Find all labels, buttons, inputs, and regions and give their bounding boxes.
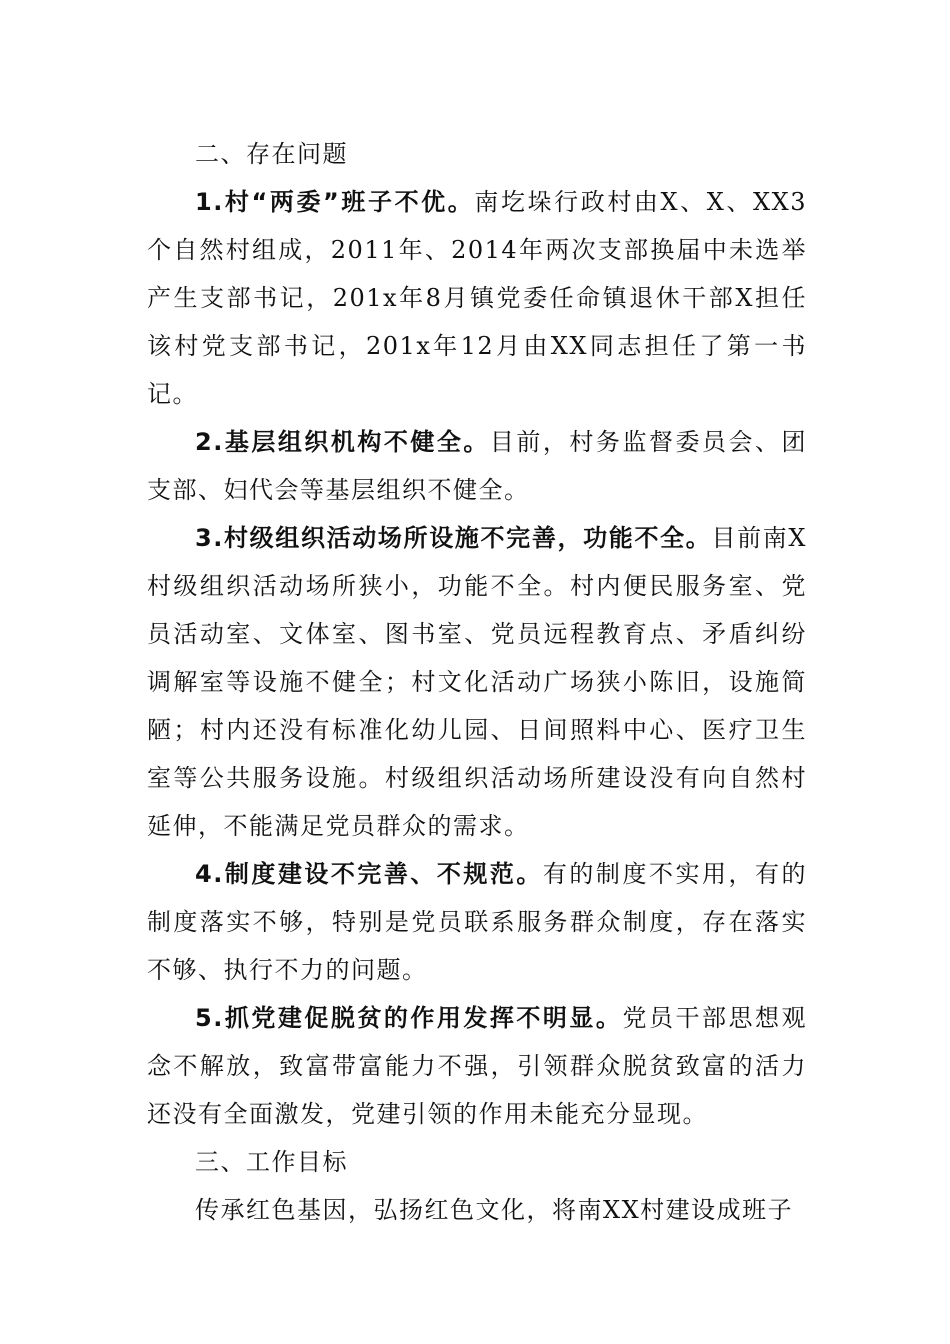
problem-item-2-text: 目前，村务监督委员会、团支部、妇代会等基层组织不健全。 [147, 428, 807, 504]
document-body [147, 130, 807, 1234]
section-heading-problems: 二、存在问题 [195, 140, 348, 168]
problem-item-3-lead: 3.村级组织活动场所设施不完善，功能不全。 [195, 524, 712, 552]
problem-item-2 [147, 418, 807, 514]
problem-item-2-lead: 2.基层组织机构不健全。 [195, 428, 490, 456]
problem-item-1-text: 南圪垛行政村由X、X、XX3个自然村组成，2011年、2014年两次支部换届中未选举产生支部书记，201x年8月镇党委任命镇退休干部X担任该村党支部书记，201x年12月由XX同志担任了第一书记。 [147, 188, 807, 408]
problem-item-4-lead: 4.制度建设不完善、不规范。 [195, 860, 543, 888]
problem-item-1 [147, 178, 807, 418]
problem-item-5-lead: 5.抓党建促脱贫的作用发挥不明显。 [195, 1004, 623, 1032]
problem-item-1-lead: 1.村“两委”班子不优。 [195, 188, 475, 216]
problem-item-4 [147, 850, 807, 994]
problem-item-3-text: 目前南X村级组织活动场所狭小，功能不全。村内便民服务室、党员活动室、文体室、图书室、党员远程教育点、矛盾纠纷调解室等设施不健全；村文化活动广场狭小陈旧，设施简陋；村内还没有标准化幼儿园、日间照料中心、医疗卫生室等公共服务设施。村级组织活动场所建设没有向自然村延伸，不能满足党员群众的需求。 [147, 524, 807, 840]
problem-item-4-text: 有的制度不实用，有的制度落实不够，特别是党员联系服务群众制度，存在落实不够、执行不力的问题。 [147, 860, 807, 984]
problem-item-5 [147, 994, 807, 1138]
problem-item-5-text: 党员干部思想观念不解放，致富带富能力不强，引领群众脱贫致富的活力还没有全面激发，党建引领的作用未能充分显现。 [147, 1004, 807, 1128]
problem-item-3 [147, 514, 807, 850]
section-heading-goals: 三、工作目标 [195, 1148, 348, 1176]
goals-paragraph: 传承红色基因，弘扬红色文化，将南XX村建设成班子 [195, 1196, 794, 1224]
